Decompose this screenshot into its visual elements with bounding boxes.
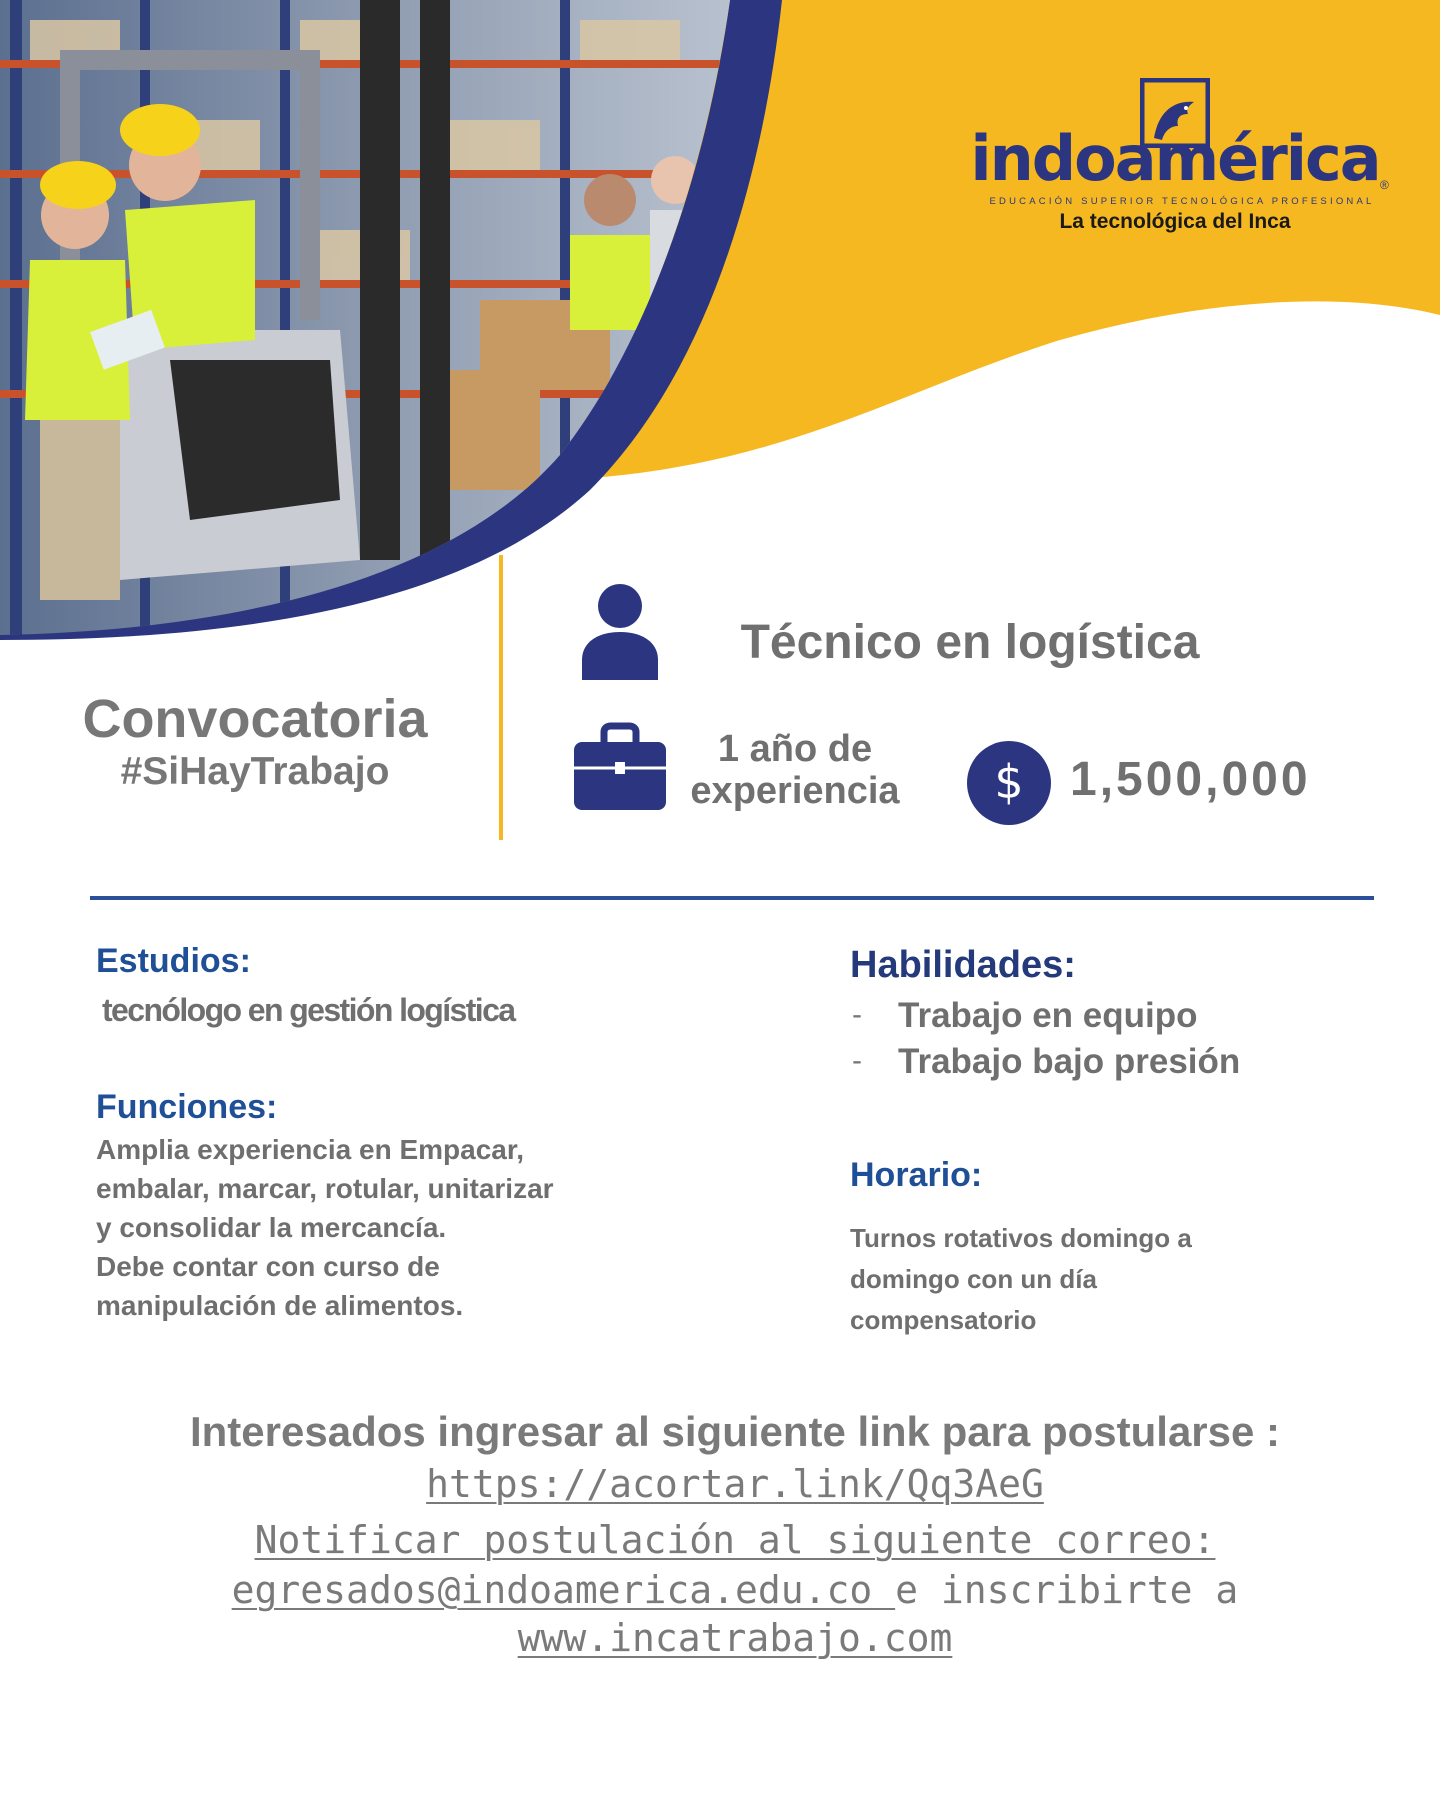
horario-line: compensatorio xyxy=(850,1305,1037,1335)
horario-text xyxy=(850,1218,1192,1341)
section-divider xyxy=(90,896,1374,900)
convocatoria-title: Convocatoria xyxy=(82,689,428,749)
job-title: Técnico en logística xyxy=(740,616,1200,669)
estudios-heading: Estudios: xyxy=(96,942,251,980)
warehouse-photo xyxy=(0,0,740,640)
salary: 1,500,000 xyxy=(1070,753,1311,806)
email-row xyxy=(60,1568,1410,1612)
horario-line: Turnos rotativos domingo a xyxy=(850,1223,1192,1253)
vertical-divider xyxy=(499,555,503,840)
funciones-text xyxy=(96,1130,554,1325)
website-link[interactable]: www.incatrabajo.com xyxy=(517,1616,953,1660)
brand-tagline: EDUCACIÓN SUPERIOR TECNOLÓGICA PROFESIONAL xyxy=(989,196,1375,207)
apply-link-row xyxy=(60,1462,1410,1506)
habilidades-bullet: - xyxy=(852,1044,862,1077)
habilidades-heading: Habilidades: xyxy=(850,944,1076,986)
horario-line: domingo con un día xyxy=(850,1264,1097,1294)
funciones-line: y consolidar la mercancía. xyxy=(96,1212,447,1243)
brand-name: indoamérica xyxy=(970,122,1380,195)
experience-line-1: 1 año de xyxy=(717,728,873,770)
person-icon xyxy=(580,580,660,680)
funciones-line: Amplia experiencia en Empacar, xyxy=(96,1134,524,1165)
habilidades-bullet: - xyxy=(852,998,862,1031)
brand-slogan: La tecnológica del Inca xyxy=(1059,210,1291,233)
apply-link[interactable]: https://acortar.link/Qq3AeG xyxy=(426,1462,1044,1506)
horario-heading: Horario: xyxy=(850,1156,983,1194)
notify-text: Notificar postulación al siguiente correo: xyxy=(254,1518,1216,1562)
brand-logo xyxy=(960,78,1400,248)
website-row xyxy=(60,1616,1410,1660)
registered-mark: ® xyxy=(1380,178,1389,192)
funciones-heading: Funciones: xyxy=(96,1088,278,1126)
habilidad-item: Trabajo bajo presión xyxy=(898,1042,1241,1081)
currency-symbol: $ xyxy=(994,755,1024,809)
funciones-line: Debe contar con curso de xyxy=(96,1251,440,1282)
email-link[interactable]: egresados@indoamerica.edu.co xyxy=(231,1568,896,1612)
notify-row xyxy=(60,1518,1410,1562)
briefcase-icon xyxy=(572,722,668,814)
dollar-icon xyxy=(966,740,1052,826)
habilidad-item: Trabajo en equipo xyxy=(898,996,1198,1035)
funciones-line: embalar, marcar, rotular, unitarizar xyxy=(96,1173,554,1204)
apply-instructions: Interesados ingresar al siguiente link para postularse : xyxy=(189,1408,1281,1455)
experience-text xyxy=(670,728,920,812)
experience-line-2: experiencia xyxy=(690,770,900,812)
hashtag: #SiHayTrabajo xyxy=(120,750,390,793)
estudios-text: tecnólogo en gestión logística xyxy=(102,992,515,1028)
funciones-line: manipulación de alimentos. xyxy=(96,1290,464,1321)
email-suffix: e inscribirte a xyxy=(895,1568,1239,1612)
